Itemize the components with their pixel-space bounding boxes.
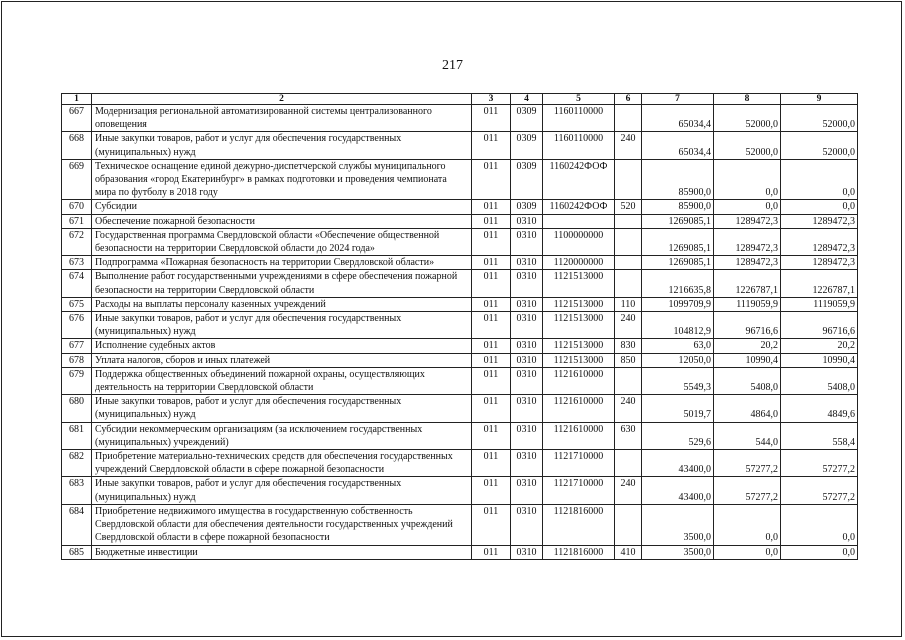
table-row [62, 270, 858, 297]
row-amount-col7: 43400,0 [642, 477, 714, 504]
row-number: 675 [62, 297, 92, 311]
row-chapter-code: 011 [472, 105, 511, 132]
header-col-7: 7 [642, 94, 714, 105]
row-chapter-code: 011 [472, 200, 511, 214]
row-target-code [543, 214, 615, 228]
row-section-code: 0309 [511, 159, 543, 200]
row-amount-col8: 0,0 [714, 159, 781, 200]
row-expense-type: 630 [615, 422, 642, 449]
table-row [62, 353, 858, 367]
table-header-row [62, 94, 858, 105]
row-name: Субсидии [92, 200, 472, 214]
header-col-8: 8 [714, 94, 781, 105]
table-row [62, 339, 858, 353]
table-row [62, 214, 858, 228]
row-amount-col8: 5408,0 [714, 367, 781, 394]
row-amount-col8: 1289472,3 [714, 214, 781, 228]
row-section-code: 0310 [511, 422, 543, 449]
row-target-code: 1121513000 [543, 297, 615, 311]
table-row [62, 450, 858, 477]
row-expense-type: 240 [615, 132, 642, 159]
row-name: Субсидии некоммерческим организациям (за исключением государственных (муниципальных) учреждений) [92, 422, 472, 449]
table-row [62, 132, 858, 159]
row-target-code: 1160110000 [543, 132, 615, 159]
row-amount-col9: 10990,4 [781, 353, 858, 367]
row-chapter-code: 011 [472, 132, 511, 159]
row-name: Обеспечение пожарной безопасности [92, 214, 472, 228]
page-number: 217 [442, 58, 463, 73]
header-col-6: 6 [615, 94, 642, 105]
row-amount-col7: 12050,0 [642, 353, 714, 367]
row-section-code: 0310 [511, 228, 543, 255]
row-name: Приобретение материально-технических средств для обеспечения государственных учреждений Свердловской области в сфере пожарной безопасности [92, 450, 472, 477]
row-amount-col7: 85900,0 [642, 159, 714, 200]
row-target-code: 1121610000 [543, 367, 615, 394]
row-amount-col7: 1269085,1 [642, 256, 714, 270]
row-name: Иные закупки товаров, работ и услуг для обеспечения государственных (муниципальных) нужд [92, 395, 472, 422]
row-name: Приобретение недвижимого имущества в государственную собственность Свердловской области для обеспечения деятельности государственных учреждений Свердловской области в сфере пожарной безопасности [92, 504, 472, 545]
row-section-code: 0310 [511, 270, 543, 297]
header-col-1: 1 [62, 94, 92, 105]
row-section-code: 0310 [511, 504, 543, 545]
row-target-code: 1121513000 [543, 270, 615, 297]
row-amount-col7: 65034,4 [642, 105, 714, 132]
row-chapter-code: 011 [472, 214, 511, 228]
row-section-code: 0310 [511, 312, 543, 339]
table-row [62, 395, 858, 422]
row-expense-type [615, 228, 642, 255]
row-target-code: 1160242ФОФ [543, 200, 615, 214]
row-number: 668 [62, 132, 92, 159]
row-number: 677 [62, 339, 92, 353]
row-amount-col7: 63,0 [642, 339, 714, 353]
row-chapter-code: 011 [472, 450, 511, 477]
row-number: 683 [62, 477, 92, 504]
row-number: 684 [62, 504, 92, 545]
row-target-code: 1121710000 [543, 477, 615, 504]
row-amount-col9: 0,0 [781, 504, 858, 545]
row-expense-type [615, 450, 642, 477]
row-name: Модернизация региональной автоматизированной системы централизованного оповещения [92, 105, 472, 132]
row-expense-type [615, 367, 642, 394]
row-amount-col9: 0,0 [781, 200, 858, 214]
row-name: Подпрограмма «Пожарная безопасность на территории Свердловской области» [92, 256, 472, 270]
row-chapter-code: 011 [472, 270, 511, 297]
row-chapter-code: 011 [472, 297, 511, 311]
row-expense-type [615, 214, 642, 228]
row-amount-col8: 4864,0 [714, 395, 781, 422]
row-target-code: 1121816000 [543, 504, 615, 545]
row-name: Государственная программа Свердловской области «Обеспечение общественной безопасности на территории Свердловской области до 2024 года» [92, 228, 472, 255]
row-amount-col7: 5549,3 [642, 367, 714, 394]
row-amount-col7: 1216635,8 [642, 270, 714, 297]
row-amount-col9: 0,0 [781, 159, 858, 200]
row-chapter-code: 011 [472, 395, 511, 422]
row-amount-col8: 57277,2 [714, 477, 781, 504]
row-target-code: 1121710000 [543, 450, 615, 477]
row-number: 682 [62, 450, 92, 477]
row-target-code: 1160110000 [543, 105, 615, 132]
row-number: 667 [62, 105, 92, 132]
row-number: 685 [62, 545, 92, 559]
row-chapter-code: 011 [472, 545, 511, 559]
row-section-code: 0309 [511, 105, 543, 132]
row-amount-col9: 558,4 [781, 422, 858, 449]
table-body [62, 105, 858, 560]
row-expense-type [615, 270, 642, 297]
table-row [62, 312, 858, 339]
row-number: 680 [62, 395, 92, 422]
row-amount-col7: 1269085,1 [642, 214, 714, 228]
header-col-2: 2 [92, 94, 472, 105]
row-amount-col7: 5019,7 [642, 395, 714, 422]
row-section-code: 0309 [511, 200, 543, 214]
row-amount-col8: 1289472,3 [714, 228, 781, 255]
row-amount-col9: 52000,0 [781, 105, 858, 132]
row-section-code: 0310 [511, 297, 543, 311]
table-row [62, 545, 858, 559]
row-target-code: 1121513000 [543, 339, 615, 353]
header-col-9: 9 [781, 94, 858, 105]
row-amount-col9: 1289472,3 [781, 214, 858, 228]
row-amount-col9: 1226787,1 [781, 270, 858, 297]
row-amount-col7: 3500,0 [642, 504, 714, 545]
row-name: Иные закупки товаров, работ и услуг для обеспечения государственных (муниципальных) нужд [92, 132, 472, 159]
row-name: Бюджетные инвестиции [92, 545, 472, 559]
row-number: 676 [62, 312, 92, 339]
row-amount-col8: 1226787,1 [714, 270, 781, 297]
table-row [62, 297, 858, 311]
row-amount-col8: 1289472,3 [714, 256, 781, 270]
row-target-code: 1121610000 [543, 422, 615, 449]
row-section-code: 0310 [511, 339, 543, 353]
row-chapter-code: 011 [472, 256, 511, 270]
table-row [62, 228, 858, 255]
row-amount-col9: 57277,2 [781, 477, 858, 504]
row-amount-col8: 57277,2 [714, 450, 781, 477]
row-number: 681 [62, 422, 92, 449]
row-chapter-code: 011 [472, 312, 511, 339]
row-expense-type: 240 [615, 477, 642, 504]
table-row [62, 477, 858, 504]
row-amount-col7: 1269085,1 [642, 228, 714, 255]
table-row [62, 422, 858, 449]
table-row [62, 504, 858, 545]
row-amount-col7: 104812,9 [642, 312, 714, 339]
row-amount-col8: 52000,0 [714, 105, 781, 132]
row-section-code: 0310 [511, 477, 543, 504]
budget-table [61, 93, 858, 560]
row-name: Выполнение работ государственными учреждениями в сфере обеспечения пожарной безопасности на территории Свердловской области [92, 270, 472, 297]
row-amount-col8: 10990,4 [714, 353, 781, 367]
row-number: 679 [62, 367, 92, 394]
row-section-code: 0310 [511, 367, 543, 394]
row-number: 673 [62, 256, 92, 270]
row-target-code: 1121513000 [543, 353, 615, 367]
row-expense-type: 410 [615, 545, 642, 559]
row-number: 672 [62, 228, 92, 255]
row-amount-col9: 20,2 [781, 339, 858, 353]
row-amount-col7: 529,6 [642, 422, 714, 449]
row-amount-col8: 544,0 [714, 422, 781, 449]
row-expense-type: 850 [615, 353, 642, 367]
row-name: Уплата налогов, сборов и иных платежей [92, 353, 472, 367]
row-expense-type [615, 256, 642, 270]
row-expense-type [615, 504, 642, 545]
row-number: 678 [62, 353, 92, 367]
table-row [62, 105, 858, 132]
header-col-4: 4 [511, 94, 543, 105]
row-chapter-code: 011 [472, 228, 511, 255]
header-col-3: 3 [472, 94, 511, 105]
row-name: Иные закупки товаров, работ и услуг для обеспечения государственных (муниципальных) нужд [92, 312, 472, 339]
row-amount-col8: 1119059,9 [714, 297, 781, 311]
row-amount-col7: 65034,4 [642, 132, 714, 159]
row-amount-col8: 20,2 [714, 339, 781, 353]
row-number: 669 [62, 159, 92, 200]
row-amount-col7: 43400,0 [642, 450, 714, 477]
table-row [62, 256, 858, 270]
row-section-code: 0310 [511, 214, 543, 228]
row-amount-col8: 96716,6 [714, 312, 781, 339]
row-amount-col7: 3500,0 [642, 545, 714, 559]
table-row [62, 200, 858, 214]
row-amount-col9: 57277,2 [781, 450, 858, 477]
header-col-5: 5 [543, 94, 615, 105]
row-amount-col7: 85900,0 [642, 200, 714, 214]
row-chapter-code: 011 [472, 367, 511, 394]
row-name: Иные закупки товаров, работ и услуг для обеспечения государственных (муниципальных) нужд [92, 477, 472, 504]
row-amount-col8: 0,0 [714, 545, 781, 559]
row-name: Исполнение судебных актов [92, 339, 472, 353]
row-name: Поддержка общественных объединений пожарной охраны, осуществляющих деятельность на территории Свердловской области [92, 367, 472, 394]
row-name: Расходы на выплаты персоналу казенных учреждений [92, 297, 472, 311]
row-amount-col9: 1119059,9 [781, 297, 858, 311]
row-section-code: 0310 [511, 395, 543, 422]
row-expense-type: 110 [615, 297, 642, 311]
table-row [62, 159, 858, 200]
row-target-code: 1121610000 [543, 395, 615, 422]
row-amount-col8: 0,0 [714, 200, 781, 214]
row-amount-col8: 52000,0 [714, 132, 781, 159]
row-amount-col8: 0,0 [714, 504, 781, 545]
row-target-code: 1121513000 [543, 312, 615, 339]
row-section-code: 0310 [511, 545, 543, 559]
row-chapter-code: 011 [472, 353, 511, 367]
row-chapter-code: 011 [472, 339, 511, 353]
row-expense-type: 830 [615, 339, 642, 353]
row-target-code: 1100000000 [543, 228, 615, 255]
row-amount-col9: 0,0 [781, 545, 858, 559]
row-chapter-code: 011 [472, 477, 511, 504]
row-chapter-code: 011 [472, 159, 511, 200]
row-amount-col9: 96716,6 [781, 312, 858, 339]
row-section-code: 0310 [511, 353, 543, 367]
row-expense-type [615, 105, 642, 132]
row-amount-col7: 1099709,9 [642, 297, 714, 311]
row-chapter-code: 011 [472, 422, 511, 449]
row-amount-col9: 4849,6 [781, 395, 858, 422]
row-chapter-code: 011 [472, 504, 511, 545]
row-expense-type: 240 [615, 312, 642, 339]
row-target-code: 1160242ФОФ [543, 159, 615, 200]
row-name: Техническое оснащение единой дежурно-диспетчерской службы муниципального образования «город Екатеринбург» в рамках подготовки и проведения чемпионата мира по футболу в 2018 году [92, 159, 472, 200]
row-amount-col9: 52000,0 [781, 132, 858, 159]
row-section-code: 0310 [511, 256, 543, 270]
row-number: 674 [62, 270, 92, 297]
row-amount-col9: 5408,0 [781, 367, 858, 394]
row-amount-col9: 1289472,3 [781, 228, 858, 255]
row-section-code: 0309 [511, 132, 543, 159]
table-row [62, 367, 858, 394]
row-target-code: 1120000000 [543, 256, 615, 270]
row-expense-type [615, 159, 642, 200]
row-expense-type: 520 [615, 200, 642, 214]
row-number: 670 [62, 200, 92, 214]
row-target-code: 1121816000 [543, 545, 615, 559]
row-amount-col9: 1289472,3 [781, 256, 858, 270]
row-expense-type: 240 [615, 395, 642, 422]
row-section-code: 0310 [511, 450, 543, 477]
row-number: 671 [62, 214, 92, 228]
